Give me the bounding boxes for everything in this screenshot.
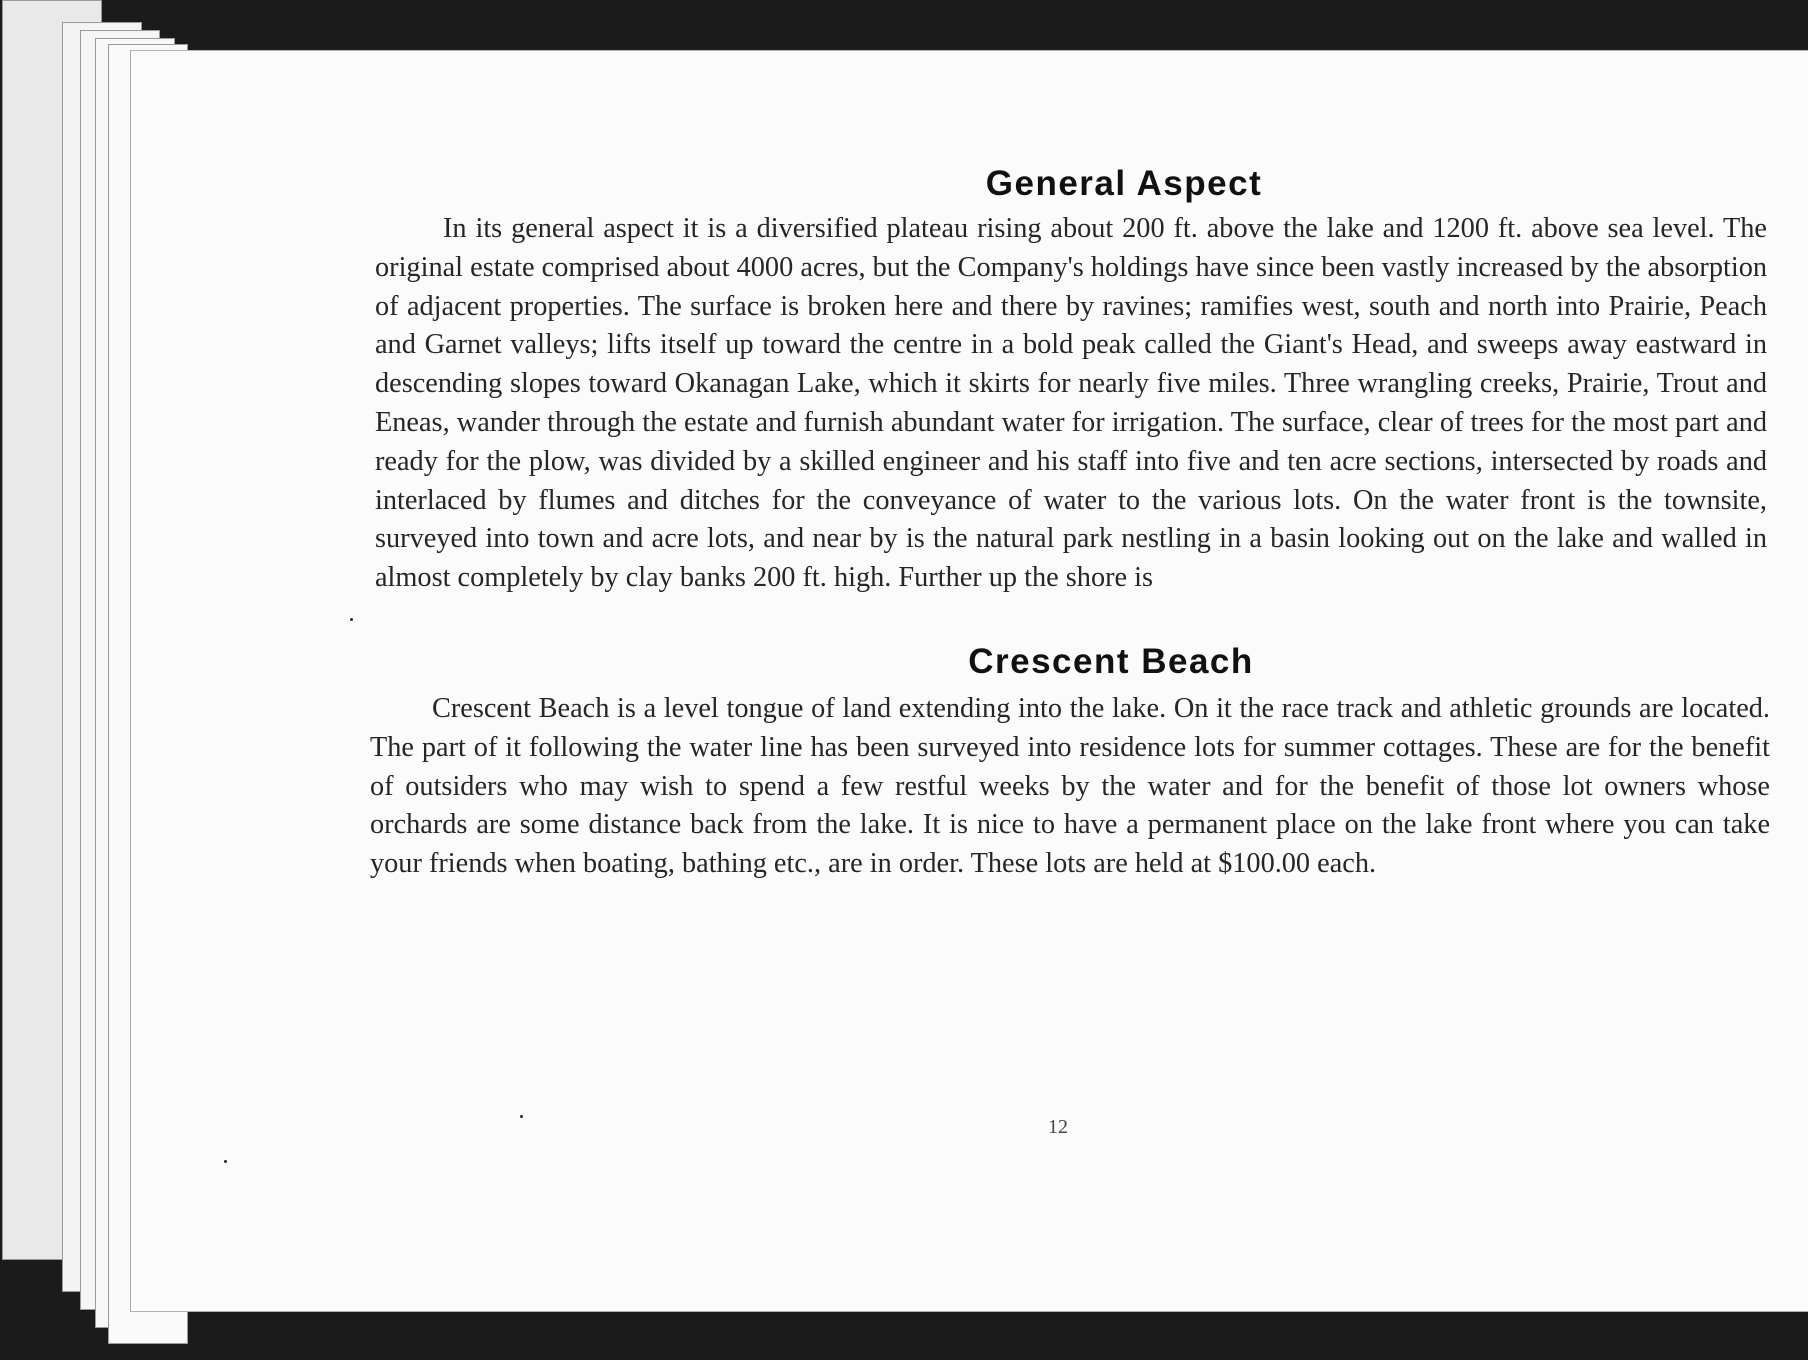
page-number: 12 — [1048, 1116, 1068, 1138]
page-content — [240, 164, 1772, 884]
paragraph-general-aspect: In its general aspect it is a diversified plateau rising about 200 ft. above the lake and 1200 ft. above sea level. The original estate comprised about 4000 acres, but the Company's holdings have since been vastly increased by the absorption of adjacent properties. The surface is broken here and there by ravines; ramifies west, south and north into Prairie, Peach and Garnet valleys; lifts itself up toward the centre in a bold peak called the Giant's Head, and sweeps away eastward in descending slopes toward Okanagan Lake, which it skirts for nearly five miles. Three wrangling creeks, Prairie, Trout and Eneas, wander through the estate and furnish abundant water for irrigation. The surface, clear of trees for the most part and ready for the plow, was divided by a skilled engineer and his staff into five and ten acre sections, intersected by roads and interlaced by flumes and ditches for the conveyance of water to the various lots. On the water front is the townsite, surveyed into town and acre lots, and near by is the natural park nestling in a basin looking out on the lake and walled in almost completely by clay banks 200 ft. high. Further up the shore is — [375, 213, 1767, 594]
dust-speck — [224, 1160, 227, 1163]
dust-speck — [520, 1115, 523, 1118]
section-heading-crescent-beach: Crescent Beach — [968, 641, 1254, 681]
paragraph-crescent-beach: Crescent Beach is a level tongue of land extending into the lake. On it the race track and athletic grounds are located. The part of it following the water line has been surveyed into residence lots for summer cottages. These are for the benefit of outsiders who may wish to spend a few restful weeks by the water and for the benefit of those lot owners whose orchards are some distance back from the lake. It is nice to have a permanent place on the lake front where you can take your friends when boating, bathing etc., are in order. These lots are held at $100.00 each. — [370, 692, 1770, 880]
dust-speck — [350, 618, 353, 621]
section-heading-general-aspect: General Aspect — [985, 164, 1263, 203]
